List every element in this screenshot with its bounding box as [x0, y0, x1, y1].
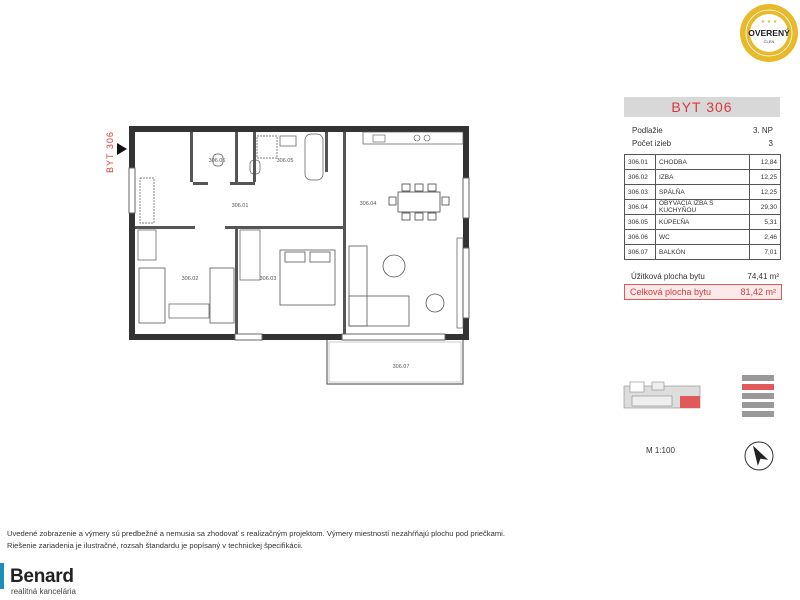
room-code-label: 306.04 [359, 201, 377, 207]
badge-sub-text: ČLEN [763, 39, 775, 44]
floor-value: 3. NP [752, 126, 773, 135]
room-code: 306.01 [625, 155, 656, 170]
table-row [625, 245, 781, 260]
room-name: IZBA [656, 170, 750, 185]
plan-vertical-label: BYT 306 [105, 131, 115, 173]
room-area: 12,84 [750, 155, 781, 170]
total-area-box [624, 284, 782, 300]
room-name: CHODBA [656, 155, 750, 170]
room-name: KÚPEĽŇA [656, 215, 750, 230]
wardrobe-kids [138, 230, 156, 260]
apartment-title: BYT 306 [624, 97, 780, 117]
room-code: 306.03 [625, 185, 656, 200]
room-code: 306.05 [625, 215, 656, 230]
table-row [625, 185, 781, 200]
entrance-arrow-icon [117, 143, 127, 155]
exterior-walls [129, 126, 469, 340]
room-code-label: 306.07 [392, 364, 410, 370]
verified-member-badge [739, 3, 799, 63]
interior-walls [135, 132, 346, 334]
armchair [426, 294, 444, 312]
room-code-label: 306.06 [208, 158, 226, 164]
room-area: 12,25 [750, 170, 781, 185]
balcony [327, 340, 463, 384]
usable-area-value: 74,41 m² [747, 272, 779, 281]
room-code: 306.04 [625, 200, 656, 215]
room-area: 2,46 [750, 230, 781, 245]
room-name: SPÁLŇA [656, 185, 750, 200]
floor-stack-indicator [742, 375, 774, 417]
table-row [625, 230, 781, 245]
disclaimer [7, 528, 505, 552]
room-area: 7,01 [750, 245, 781, 260]
rooms-count-value: 3 [768, 139, 773, 148]
room-code-label: 306.05 [276, 158, 294, 164]
floor-label: Podlažie [632, 126, 663, 135]
wardrobe [240, 230, 260, 280]
disclaimer-line: Uvedené zobrazenie a výmery sú predbežné a nemusia sa zhodovať s realizačným projektom. Výmery miestností nezahŕňajú plochu pod priečkami. [7, 529, 505, 538]
room-code: 306.02 [625, 170, 656, 185]
badge-main-text: OVERENÝ [748, 28, 790, 38]
table-row [625, 215, 781, 230]
room-name: WC [656, 230, 750, 245]
tv-unit [457, 238, 463, 328]
disclaimer-line: Riešenie zariadenia je ilustračné, rozsah štandardu je popísaný v technickej špecifikácii. [7, 541, 303, 550]
total-area-label: Celková plocha bytu [630, 287, 712, 297]
bathtub-fixture [305, 134, 323, 180]
shower-fixture [257, 136, 277, 158]
dining-table [389, 184, 449, 220]
table-row [625, 200, 781, 215]
room-area: 5,31 [750, 215, 781, 230]
brand-tagline: realitná kancelária [11, 587, 76, 596]
table-row [625, 155, 781, 170]
usable-area-label: Úžitková plocha bytu [631, 272, 705, 281]
room-code-label: 306.01 [231, 203, 249, 209]
washbasin-fixture [280, 136, 296, 146]
room-area: 29,30 [750, 200, 781, 215]
hallway-storage [140, 178, 154, 223]
windows [129, 168, 469, 340]
room-name: OBÝVACIA IZBA S KUCHYŇOU [656, 200, 750, 215]
north-arrow-icon [743, 440, 775, 472]
floor-plan [105, 118, 485, 393]
desk [169, 304, 209, 318]
badge-star-icon: ★ ★ ★ [760, 19, 778, 25]
room-code-label: 306.03 [259, 276, 277, 282]
room-name: BALKÓN [656, 245, 750, 260]
scale-label: M 1:100 [646, 446, 675, 455]
room-code: 306.07 [625, 245, 656, 260]
table-row [625, 170, 781, 185]
total-area-value: 81,42 m² [740, 287, 776, 297]
logo-accent-bar [0, 563, 4, 589]
rooms-count-label: Počet izieb [632, 139, 672, 148]
sofa [349, 246, 409, 326]
room-areas-table [624, 154, 781, 260]
room-area: 12,25 [750, 185, 781, 200]
room-code: 306.06 [625, 230, 656, 245]
brand-logo: Benard [10, 566, 74, 587]
building-key-plan [622, 378, 702, 413]
double-bed [280, 250, 335, 305]
coffee-table [383, 255, 405, 277]
room-code-label: 306.02 [181, 276, 199, 282]
